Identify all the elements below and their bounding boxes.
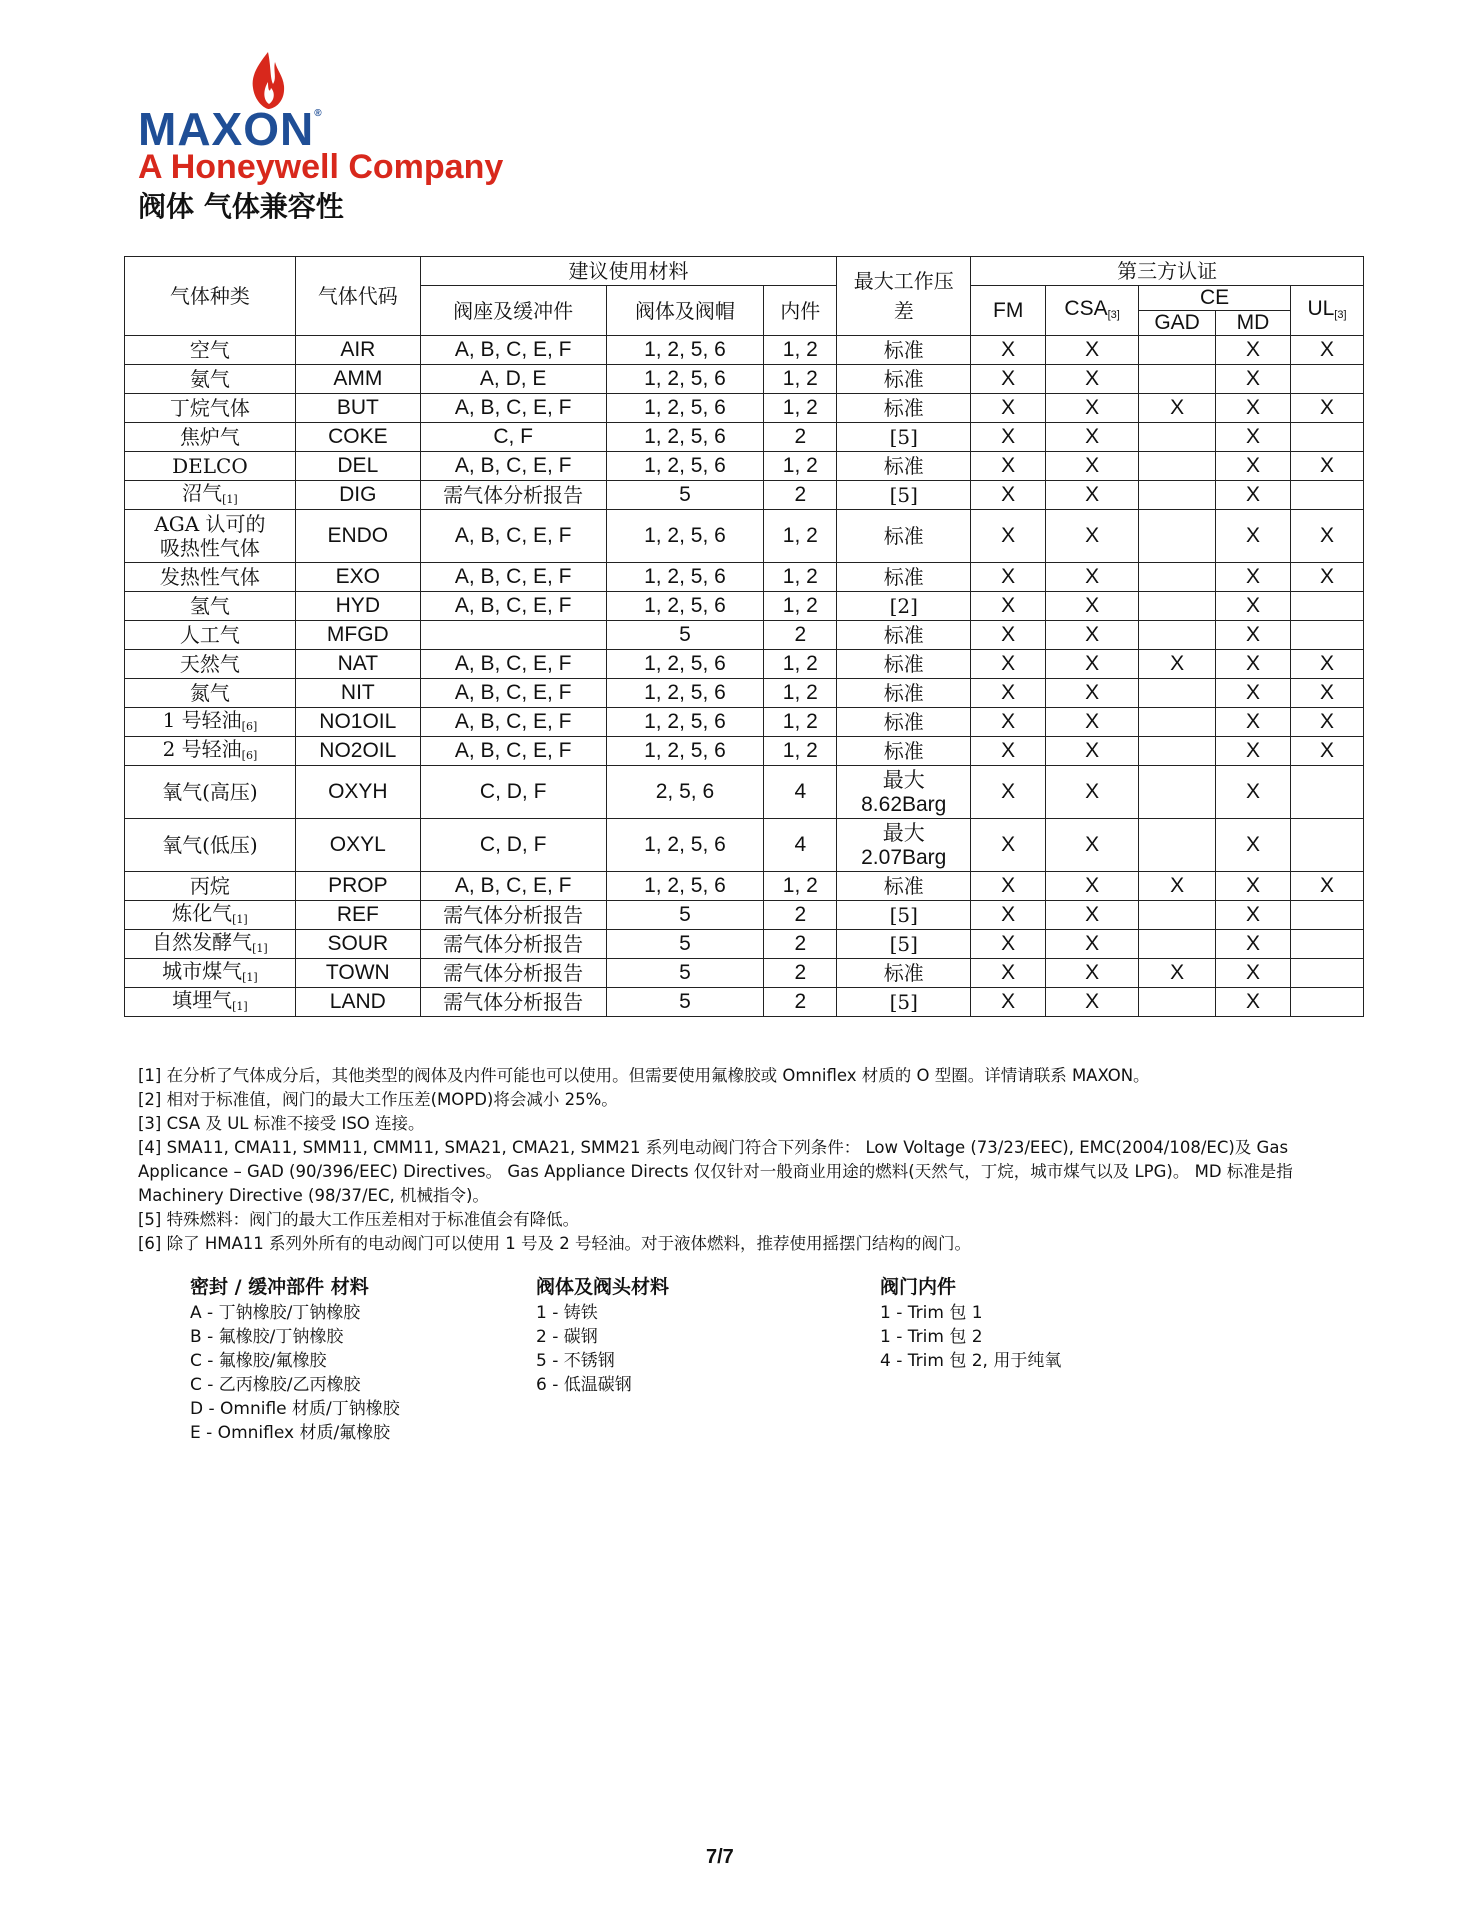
csa-cell: X [1046,901,1139,930]
table-row [125,510,1364,563]
seat-material-cell: A, B, C, E, F [420,563,606,592]
ul-cell: X [1290,394,1363,423]
table-row [125,481,1364,510]
md-cell: X [1216,988,1291,1017]
trim-cell: 1, 2 [764,336,837,365]
table-row [125,563,1364,592]
md-cell: X [1216,737,1291,766]
csa-cell: X [1046,679,1139,708]
table-row [125,930,1364,959]
body-material-cell: 1, 2, 5, 6 [606,365,764,394]
gas-code-cell: REF [295,901,420,930]
legend-item: 5 - 不锈钢 [536,1351,615,1371]
csa-cell: X [1046,621,1139,650]
trim-cell: 1, 2 [764,510,837,563]
csa-cell: X [1046,423,1139,452]
fm-cell: X [971,592,1046,621]
mopd-cell: 标准 [837,394,971,423]
mopd-cell: 最大 8.62Barg [837,766,971,819]
mopd-cell: [5] [837,901,971,930]
header-seat: 阀座及缓冲件 [420,286,606,336]
seat-material-cell: A, B, C, E, F [420,336,606,365]
body-material-cell: 5 [606,930,764,959]
gas-code-cell: AMM [295,365,420,394]
header-body: 阀体及阀帽 [606,286,764,336]
md-cell: X [1216,766,1291,819]
seat-material-cell [420,621,606,650]
gas-name-cell: 氧气(高压) [125,766,296,819]
md-cell: X [1216,872,1291,901]
trim-cell: 1, 2 [764,394,837,423]
table-row [125,650,1364,679]
trim-cell: 4 [764,766,837,819]
brand-tagline: A Honeywell Company [138,148,504,186]
header-fm: FM [971,286,1046,336]
header-materials: 建议使用材料 [420,257,836,286]
mopd-cell: 标准 [837,510,971,563]
csa-cell: X [1046,819,1139,872]
md-cell: X [1216,650,1291,679]
gad-cell [1139,336,1216,365]
gas-code-cell: NIT [295,679,420,708]
mopd-cell: 标准 [837,365,971,394]
ul-cell [1290,930,1363,959]
csa-cell: X [1046,959,1139,988]
seat-material-cell: A, B, C, E, F [420,452,606,481]
gad-cell [1139,901,1216,930]
trim-cell: 2 [764,959,837,988]
footnotes [138,1064,1338,1256]
table-row [125,988,1364,1017]
page-title: 阀体 气体兼容性 [138,190,344,223]
seat-material-cell: A, B, C, E, F [420,510,606,563]
gas-code-cell: NO1OIL [295,708,420,737]
gas-code-cell: LAND [295,988,420,1017]
fm-cell: X [971,452,1046,481]
footnote: [2] 相对于标准值，阀门的最大工作压差(MOPD)将会减小 25%。 [138,1090,618,1109]
csa-cell: X [1046,563,1139,592]
legend-trim [880,1275,1061,1373]
trim-cell: 4 [764,819,837,872]
mopd-cell: [5] [837,423,971,452]
md-cell: X [1216,336,1291,365]
gas-code-cell: DIG [295,481,420,510]
table-row [125,336,1364,365]
gas-name-cell: 2 号轻油[6] [125,737,296,766]
seat-material-cell: C, F [420,423,606,452]
table-row [125,394,1364,423]
seat-material-cell: A, B, C, E, F [420,872,606,901]
trim-cell: 1, 2 [764,737,837,766]
gad-cell [1139,510,1216,563]
mopd-cell: 标准 [837,872,971,901]
gas-name-cell: 氮气 [125,679,296,708]
gas-compatibility-table [124,256,1364,1017]
gas-name-cell: 自然发酵气[1] [125,930,296,959]
gad-cell [1139,365,1216,394]
body-material-cell: 1, 2, 5, 6 [606,872,764,901]
seat-material-cell: A, B, C, E, F [420,708,606,737]
gas-name-cell: 填埋气[1] [125,988,296,1017]
gad-cell: X [1139,650,1216,679]
legend-item: 1 - 铸铁 [536,1303,598,1323]
gad-cell [1139,592,1216,621]
csa-cell: X [1046,708,1139,737]
fm-cell: X [971,365,1046,394]
fm-cell: X [971,510,1046,563]
fm-cell: X [971,563,1046,592]
md-cell: X [1216,930,1291,959]
seat-material-cell: C, D, F [420,819,606,872]
seat-material-cell: A, B, C, E, F [420,679,606,708]
csa-cell: X [1046,930,1139,959]
header-mopd: 最大工作压差 [837,257,971,336]
mopd-cell: 标准 [837,650,971,679]
gad-cell [1139,988,1216,1017]
body-material-cell: 5 [606,988,764,1017]
header-gas-code: 气体代码 [295,257,420,336]
gas-code-cell: NAT [295,650,420,679]
ul-cell: X [1290,737,1363,766]
gad-cell [1139,679,1216,708]
csa-cell: X [1046,481,1139,510]
fm-cell: X [971,872,1046,901]
gas-code-cell: TOWN [295,959,420,988]
trim-cell: 1, 2 [764,592,837,621]
md-cell: X [1216,563,1291,592]
body-material-cell: 1, 2, 5, 6 [606,708,764,737]
gad-cell [1139,423,1216,452]
fm-cell: X [971,423,1046,452]
mopd-cell: 标准 [837,621,971,650]
footnote: [5] 特殊燃料：阀门的最大工作压差相对于标准值会有降低。 [138,1210,580,1229]
trim-cell: 1, 2 [764,365,837,394]
md-cell: X [1216,819,1291,872]
ul-cell: X [1290,679,1363,708]
seat-material-cell: 需气体分析报告 [420,901,606,930]
gas-code-cell: MFGD [295,621,420,650]
ul-cell [1290,819,1363,872]
fm-cell: X [971,737,1046,766]
fm-cell: X [971,708,1046,737]
seat-material-cell: C, D, F [420,766,606,819]
trim-cell: 2 [764,988,837,1017]
gad-cell [1139,737,1216,766]
page-number: 7/7 [706,1846,734,1868]
footnote: [6] 除了 HMA11 系列外所有的电动阀门可以使用 1 号及 2 号轻油。对于液体燃料，推荐使用摇摆门结构的阀门。 [138,1234,972,1253]
footnote: [1] 在分析了气体成分后，其他类型的阀体及内件可能也可以使用。但需要使用氟橡胶或 Omniflex 材质的 O 型圈。详情请联系 MAXON。 [138,1066,1150,1085]
md-cell: X [1216,510,1291,563]
body-material-cell: 5 [606,481,764,510]
ul-cell [1290,621,1363,650]
legend-item: 1 - Trim 包 1 [880,1303,983,1323]
legend-title: 密封 / 缓冲部件 材料 [190,1276,369,1298]
table-row [125,708,1364,737]
md-cell: X [1216,452,1291,481]
body-material-cell: 1, 2, 5, 6 [606,650,764,679]
maxon-logo [138,52,518,186]
mopd-cell: 最大 2.07Barg [837,819,971,872]
gas-name-cell: 氧气(低压) [125,819,296,872]
gas-name-cell: 城市煤气[1] [125,959,296,988]
gas-code-cell: EXO [295,563,420,592]
legend-title: 阀门内件 [880,1276,957,1298]
body-material-cell: 1, 2, 5, 6 [606,592,764,621]
gas-name-cell: 炼化气[1] [125,901,296,930]
ul-cell [1290,365,1363,394]
csa-cell: X [1046,394,1139,423]
gas-code-cell: PROP [295,872,420,901]
gas-code-cell: AIR [295,336,420,365]
gad-cell [1139,819,1216,872]
legend-item: 6 - 低温碳钢 [536,1375,632,1395]
body-material-cell: 1, 2, 5, 6 [606,336,764,365]
seat-material-cell: A, B, C, E, F [420,394,606,423]
ul-cell [1290,481,1363,510]
seat-material-cell: 需气体分析报告 [420,930,606,959]
fm-cell: X [971,766,1046,819]
trim-cell: 2 [764,423,837,452]
mopd-cell: 标准 [837,959,971,988]
gas-code-cell: OXYL [295,819,420,872]
legend-item: E - Omniflex 材质/氟橡胶 [190,1423,391,1443]
fm-cell: X [971,901,1046,930]
fm-cell: X [971,959,1046,988]
brand-name: MAXON® [138,103,323,155]
table-row [125,819,1364,872]
fm-cell: X [971,819,1046,872]
csa-cell: X [1046,766,1139,819]
seat-material-cell: 需气体分析报告 [420,988,606,1017]
body-material-cell: 1, 2, 5, 6 [606,452,764,481]
md-cell: X [1216,592,1291,621]
csa-cell: X [1046,737,1139,766]
gas-code-cell: NO2OIL [295,737,420,766]
trim-cell: 2 [764,481,837,510]
ul-cell: X [1290,650,1363,679]
table-row [125,766,1364,819]
table-row [125,621,1364,650]
gas-name-cell: 1 号轻油[6] [125,708,296,737]
md-cell: X [1216,959,1291,988]
gas-name-cell: 丙烷 [125,872,296,901]
ul-cell: X [1290,452,1363,481]
body-material-cell: 5 [606,901,764,930]
table-row [125,592,1364,621]
table-row [125,737,1364,766]
mopd-cell: 标准 [837,708,971,737]
gas-code-cell: BUT [295,394,420,423]
table-row [125,423,1364,452]
mopd-cell: [5] [837,988,971,1017]
fm-cell: X [971,650,1046,679]
body-material-cell: 1, 2, 5, 6 [606,563,764,592]
seat-material-cell: 需气体分析报告 [420,481,606,510]
md-cell: X [1216,708,1291,737]
gad-cell [1139,930,1216,959]
ul-cell: X [1290,563,1363,592]
fm-cell: X [971,930,1046,959]
gas-code-cell: HYD [295,592,420,621]
gad-cell: X [1139,872,1216,901]
mopd-cell: 标准 [837,737,971,766]
ul-cell: X [1290,336,1363,365]
fm-cell: X [971,481,1046,510]
trim-cell: 1, 2 [764,708,837,737]
gas-code-cell: DEL [295,452,420,481]
gad-cell: X [1139,394,1216,423]
gas-name-cell: 天然气 [125,650,296,679]
gad-cell [1139,766,1216,819]
seat-material-cell: A, B, C, E, F [420,592,606,621]
trim-cell: 2 [764,621,837,650]
fm-cell: X [971,679,1046,708]
ul-cell: X [1290,708,1363,737]
ul-cell [1290,766,1363,819]
trim-cell: 1, 2 [764,452,837,481]
seat-material-cell: A, B, C, E, F [420,650,606,679]
csa-cell: X [1046,988,1139,1017]
fm-cell: X [971,988,1046,1017]
ul-cell: X [1290,872,1363,901]
md-cell: X [1216,621,1291,650]
body-material-cell: 5 [606,621,764,650]
gas-code-cell: OXYH [295,766,420,819]
body-material-cell: 1, 2, 5, 6 [606,510,764,563]
legend-title: 阀体及阀头材料 [536,1276,670,1298]
md-cell: X [1216,679,1291,708]
trim-cell: 2 [764,930,837,959]
mopd-cell: [5] [837,930,971,959]
ul-cell [1290,901,1363,930]
legend-item: D - Omnifle 材质/丁钠橡胶 [190,1399,400,1419]
table-row [125,872,1364,901]
csa-cell: X [1046,872,1139,901]
mopd-cell: [5] [837,481,971,510]
header-certification: 第三方认证 [971,257,1364,286]
md-cell: X [1216,394,1291,423]
body-material-cell: 1, 2, 5, 6 [606,679,764,708]
gas-code-cell: SOUR [295,930,420,959]
gas-name-cell: 人工气 [125,621,296,650]
footnote: [3] CSA 及 UL 标准不接受 ISO 连接。 [138,1114,425,1133]
gad-cell: X [1139,959,1216,988]
gas-code-cell: ENDO [295,510,420,563]
mopd-cell: 标准 [837,452,971,481]
trim-cell: 2 [764,901,837,930]
header-trim: 内件 [764,286,837,336]
csa-cell: X [1046,452,1139,481]
ul-cell [1290,423,1363,452]
csa-cell: X [1046,365,1139,394]
header-ul: UL[3] [1290,286,1363,336]
fm-cell: X [971,394,1046,423]
csa-cell: X [1046,510,1139,563]
gad-cell [1139,708,1216,737]
header-gad: GAD [1139,311,1216,336]
table-row [125,901,1364,930]
gas-name-cell: 氨气 [125,365,296,394]
trim-cell: 1, 2 [764,679,837,708]
gad-cell [1139,481,1216,510]
seat-material-cell: A, D, E [420,365,606,394]
table-row [125,679,1364,708]
csa-cell: X [1046,592,1139,621]
gad-cell [1139,563,1216,592]
gas-name-cell: 空气 [125,336,296,365]
header-ce: CE [1139,286,1291,311]
mopd-cell: 标准 [837,563,971,592]
header-gas-type: 气体种类 [125,257,296,336]
table-row [125,365,1364,394]
mopd-cell: 标准 [837,679,971,708]
gas-name-cell: AGA 认可的 吸热性气体 [125,510,296,563]
table-row [125,452,1364,481]
legend-item: 2 - 碳钢 [536,1327,598,1347]
csa-cell: X [1046,336,1139,365]
trim-cell: 1, 2 [764,650,837,679]
gas-name-cell: 发热性气体 [125,563,296,592]
gas-name-cell: 氢气 [125,592,296,621]
legend-item: B - 氟橡胶/丁钠橡胶 [190,1327,344,1347]
body-material-cell: 1, 2, 5, 6 [606,819,764,872]
legend-item: A - 丁钠橡胶/丁钠橡胶 [190,1303,361,1323]
body-material-cell: 1, 2, 5, 6 [606,737,764,766]
mopd-cell: [2] [837,592,971,621]
seat-material-cell: 需气体分析报告 [420,959,606,988]
gas-name-cell: DELCO [125,452,296,481]
ul-cell [1290,959,1363,988]
gas-name-cell: 焦炉气 [125,423,296,452]
seat-material-cell: A, B, C, E, F [420,737,606,766]
fm-cell: X [971,621,1046,650]
md-cell: X [1216,365,1291,394]
fm-cell: X [971,336,1046,365]
gas-name-cell: 沼气[1] [125,481,296,510]
table-row [125,959,1364,988]
legend-item: C - 氟橡胶/氟橡胶 [190,1351,327,1371]
body-material-cell: 5 [606,959,764,988]
md-cell: X [1216,901,1291,930]
body-material-cell: 2, 5, 6 [606,766,764,819]
md-cell: X [1216,423,1291,452]
legend-item: C - 乙丙橡胶/乙丙橡胶 [190,1375,361,1395]
ul-cell [1290,988,1363,1017]
legend-body-materials [536,1275,669,1397]
trim-cell: 1, 2 [764,872,837,901]
footnote: [4] SMA11, CMA11, SMM11, CMM11, SMA21, CMA21, SMM21 系列电动阀门符合下列条件： Low Voltage (73/23/EEC), EMC(2004/108/EC)及 Gas Applicance – GAD (90/396/EEC) Directives。 Gas Appliance Directs 仅仅针对一般商业用途的燃料(天然气，丁烷，城市煤气以及 LPG)。 MD 标准是指 Machinery Directive (98/37/EC, 机械指令)。 [138,1138,1293,1205]
body-material-cell: 1, 2, 5, 6 [606,423,764,452]
ul-cell [1290,592,1363,621]
gas-name-cell: 丁烷气体 [125,394,296,423]
body-material-cell: 1, 2, 5, 6 [606,394,764,423]
legend-item: 1 - Trim 包 2 [880,1327,983,1347]
ul-cell: X [1290,510,1363,563]
trim-cell: 1, 2 [764,563,837,592]
header-md: MD [1216,311,1291,336]
md-cell: X [1216,481,1291,510]
legend-seal-materials [190,1275,400,1445]
gad-cell [1139,621,1216,650]
gas-code-cell: COKE [295,423,420,452]
legend-item: 4 - Trim 包 2, 用于纯氧 [880,1351,1062,1371]
csa-cell: X [1046,650,1139,679]
mopd-cell: 标准 [837,336,971,365]
gad-cell [1139,452,1216,481]
header-csa: CSA[3] [1046,286,1139,336]
